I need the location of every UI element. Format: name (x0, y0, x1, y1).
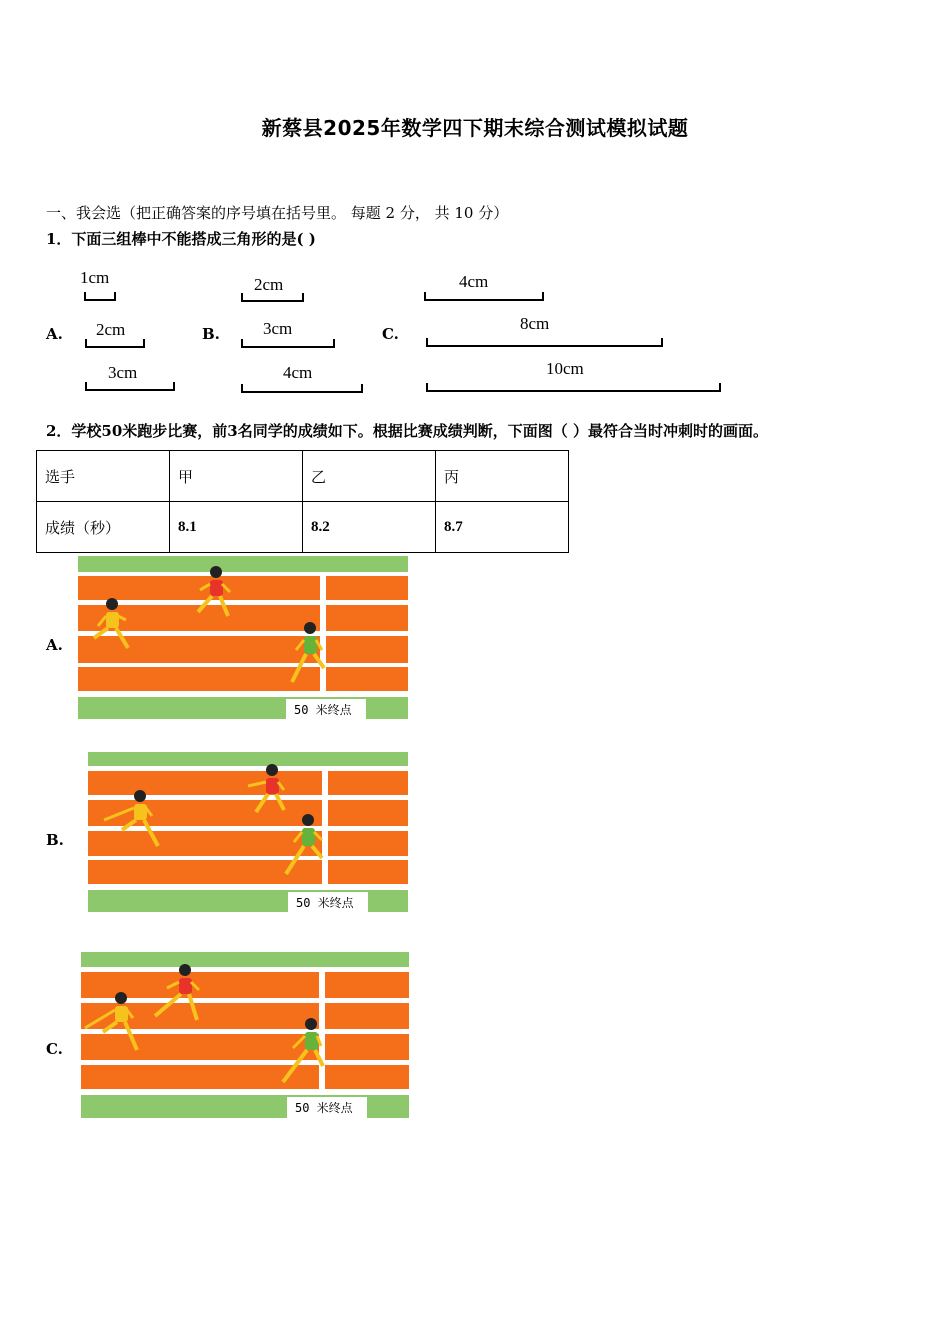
stick-segment (241, 384, 363, 393)
segment-label: 4cm (283, 363, 313, 382)
stick-segment (424, 292, 544, 301)
race-picture-a (78, 556, 410, 721)
segment-label: 3cm (108, 363, 138, 382)
page-title: 新蔡县2025年数学四下期末综合测试模拟试题 (261, 116, 689, 140)
segment-label: 4cm (459, 272, 489, 291)
table-row (37, 451, 569, 502)
segment-label: 3cm (263, 319, 293, 338)
segment-label: 1cm (80, 268, 110, 287)
stick-segment (84, 292, 116, 301)
finish-line-label: 50 米终点 (295, 1101, 353, 1115)
score-cell: 8.1 (170, 502, 303, 553)
question-2-text: 2．学校50米跑步比赛，前3名同学的成绩如下。根据比赛成绩判断，下面图（ ）最符合当时冲刺时的画面。 (46, 422, 768, 440)
option-label: A. (46, 325, 63, 343)
finish-line-label: 50 米终点 (294, 703, 352, 717)
section-heading: 一、我会选（把正确答案的序号填在括号里。 每题 2 分， 共 10 分） (46, 204, 509, 222)
stick-segment (85, 339, 145, 348)
race-picture-b (88, 752, 410, 914)
player-cell: 丙 (436, 451, 569, 502)
stick-segment (241, 293, 304, 302)
option-label: C. (382, 325, 399, 343)
question-1-text: 1．下面三组棒中不能搭成三角形的是( ) (46, 230, 316, 248)
option-label: B. (202, 325, 220, 343)
option-label: B. (46, 831, 64, 849)
player-cell: 乙 (303, 451, 436, 502)
stick-segment (426, 383, 721, 392)
score-cell: 8.2 (303, 502, 436, 553)
segment-label: 2cm (254, 275, 284, 294)
stick-segment (426, 338, 663, 347)
player-cell: 甲 (170, 451, 303, 502)
table-header-cell: 选手 (37, 451, 170, 502)
score-table (36, 450, 569, 553)
segment-label: 8cm (520, 314, 550, 333)
table-header-cell: 成绩（秒） (37, 502, 170, 553)
finish-line-label: 50 米终点 (296, 896, 354, 910)
race-picture-c (81, 952, 411, 1120)
option-label: C. (46, 1040, 63, 1058)
option-label: A. (46, 636, 63, 654)
stick-segment (85, 382, 175, 391)
segment-label: 2cm (96, 320, 126, 339)
table-row (37, 502, 569, 553)
stick-segment (241, 339, 335, 348)
segment-label: 10cm (546, 359, 584, 378)
score-cell: 8.7 (436, 502, 569, 553)
